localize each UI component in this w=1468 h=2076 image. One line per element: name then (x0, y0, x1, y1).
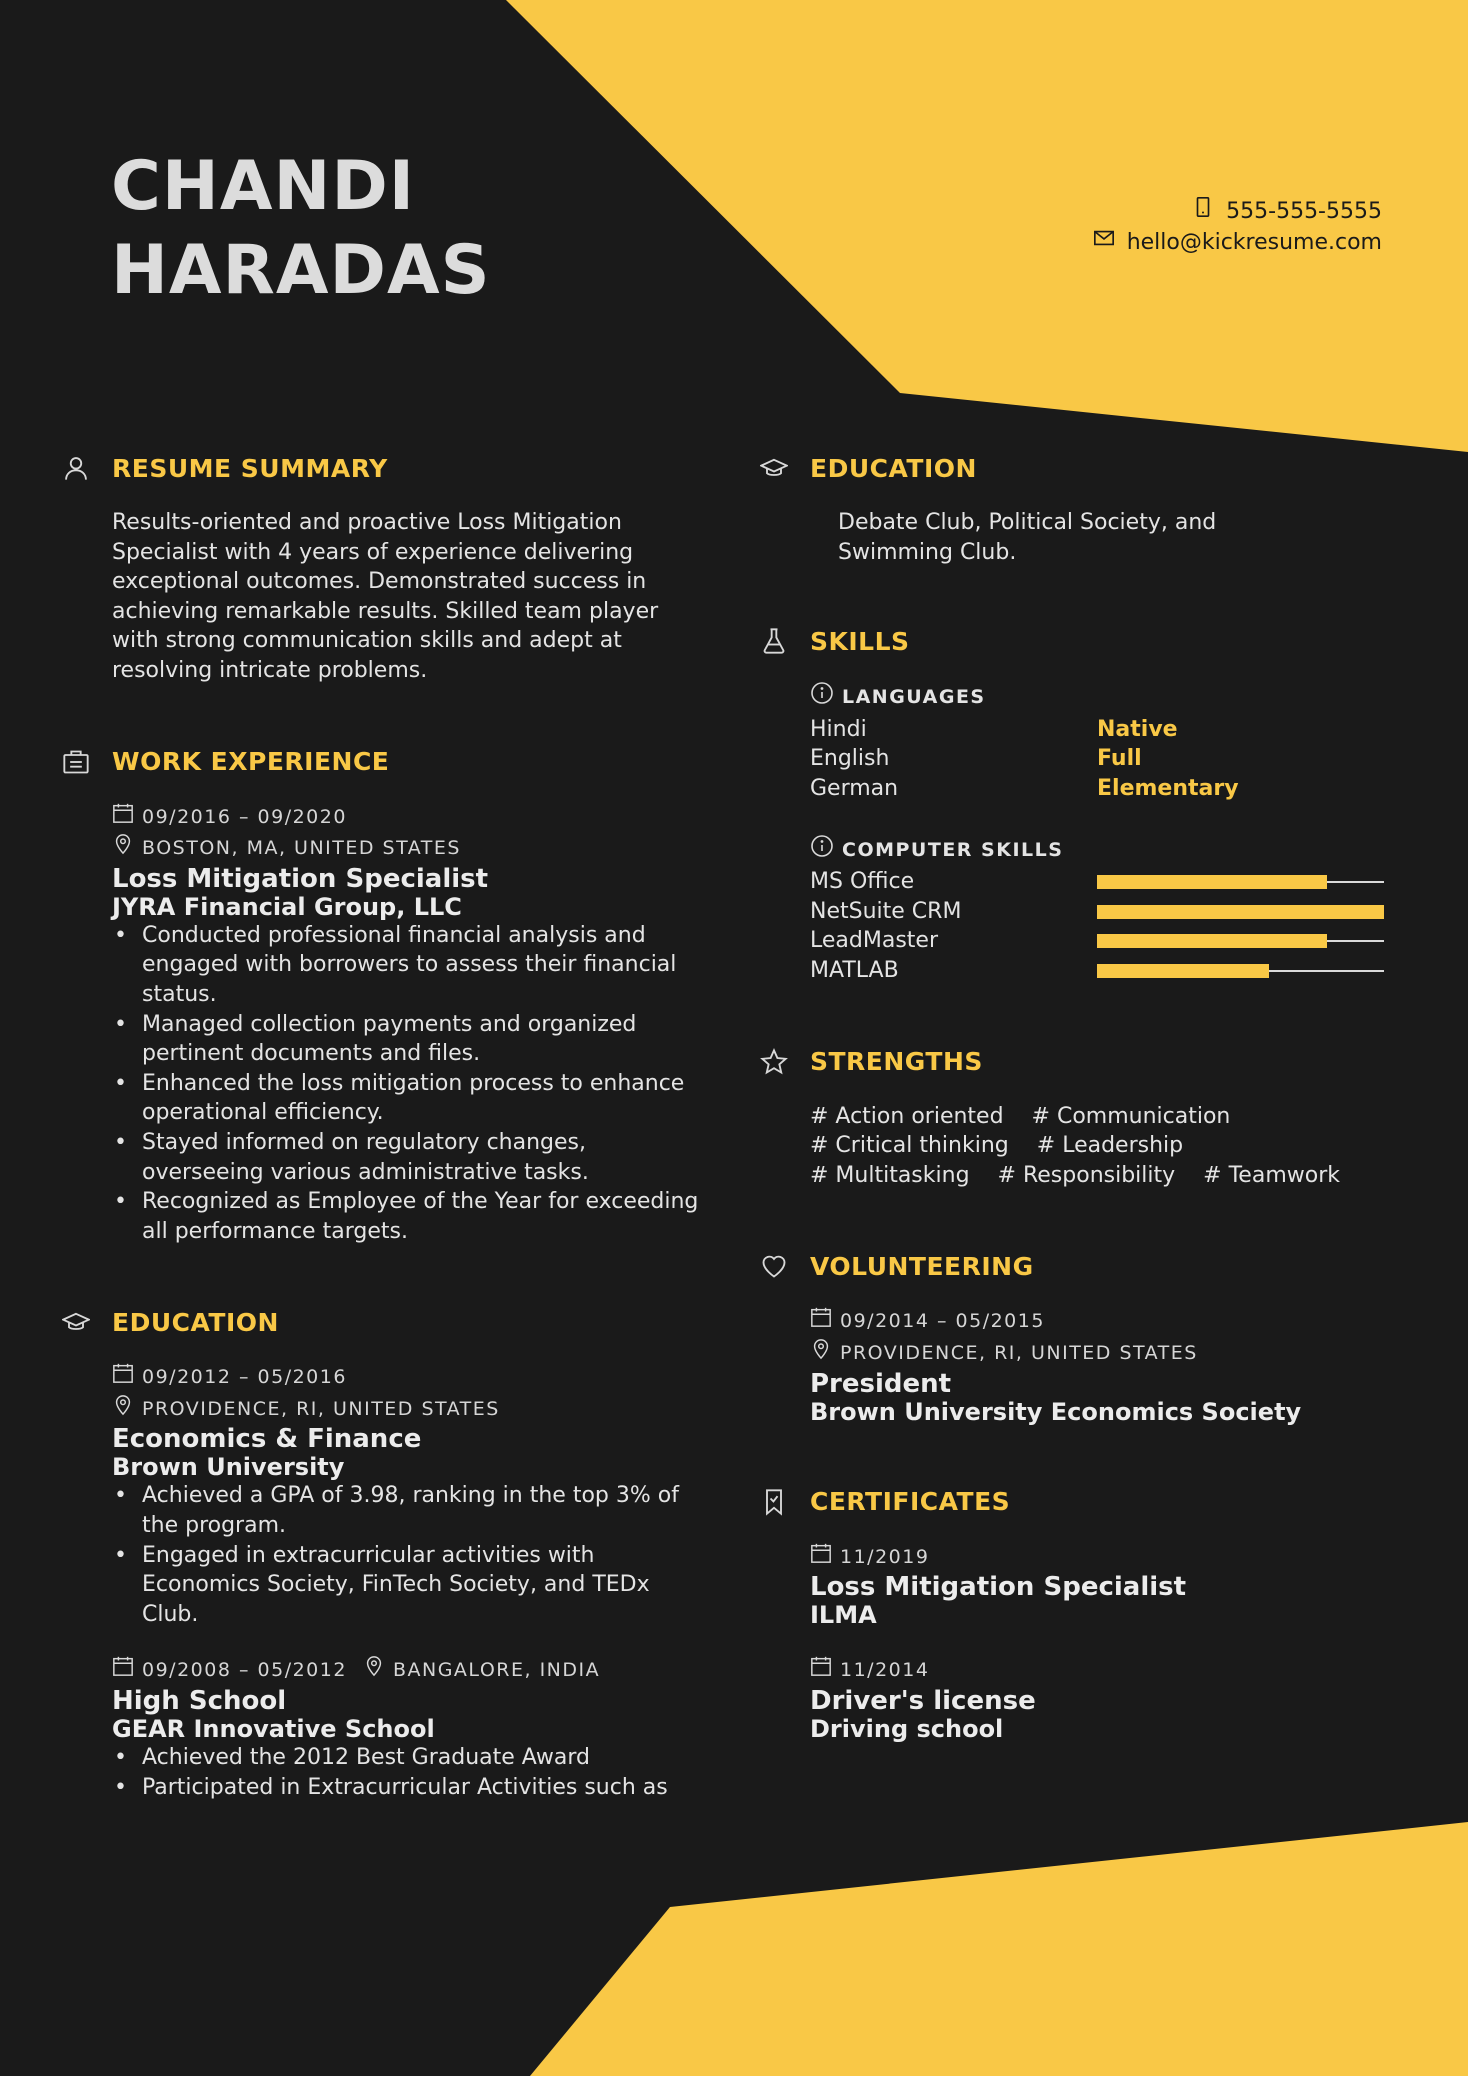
flask-icon (758, 625, 790, 657)
language-row (810, 774, 1398, 804)
work-section (60, 744, 700, 1247)
cert-date-row (810, 1655, 1398, 1687)
summary-title: RESUME SUMMARY (112, 453, 388, 483)
info-icon (810, 681, 842, 715)
location-pin-icon (363, 1655, 393, 1687)
skills-section (758, 623, 1398, 985)
calendar-icon (810, 1655, 840, 1687)
vol-dates-row (810, 1306, 1398, 1338)
summary-section (60, 450, 700, 686)
education-section (60, 1304, 700, 1802)
list-item: • Engaged in extracurricular activities with Economics Society, FinTech Society, and TEDx Club. (142, 1541, 700, 1630)
strength-tag: # Responsibility (997, 1162, 1176, 1188)
edu-dates: 09/2008 – 05/2012 (142, 1659, 347, 1682)
certificate-entry (810, 1542, 1398, 1630)
cert-issuer: Driving school (810, 1714, 1004, 1743)
language-level: Full (1097, 746, 1142, 772)
left-column (60, 450, 700, 1860)
volunteering-title: VOLUNTEERING (810, 1251, 1034, 1281)
calendar-icon (810, 1542, 840, 1574)
graduation-cap-icon (60, 1306, 92, 1338)
skill-name: LeadMaster (810, 928, 938, 954)
phone-icon (1192, 196, 1214, 227)
vol-role: President (810, 1368, 952, 1399)
contact-phone (1093, 196, 1382, 227)
skills-title: SKILLS (810, 626, 910, 656)
strengths-tags (810, 1102, 1398, 1191)
vol-dates: 09/2014 – 05/2015 (840, 1310, 1045, 1333)
name-last: HARADAS (111, 231, 491, 310)
edu-school: GEAR Innovative School (112, 1715, 435, 1744)
email-text[interactable]: hello@kickresume.com (1126, 229, 1382, 255)
computer-skills-label: COMPUTER SKILLS (842, 838, 1064, 861)
list-item: • Conducted professional financial analysis and engaged with borrowers to assess their financial status. (142, 921, 700, 1010)
skill-level-bar (1097, 905, 1384, 919)
strength-tag: # Leadership (1036, 1133, 1184, 1159)
skill-level-bar (1097, 964, 1384, 978)
language-level: Native (1097, 716, 1178, 742)
work-dates-row (112, 802, 700, 834)
calendar-icon (112, 802, 142, 834)
cert-date: 11/2014 (840, 1659, 930, 1682)
list-item: • Achieved the 2012 Best Graduate Award (142, 1743, 700, 1773)
location-pin-icon (112, 833, 142, 865)
certificates-list (810, 1542, 1398, 1743)
edu-school: Brown University (112, 1453, 345, 1482)
certificates-section (758, 1484, 1398, 1743)
skill-row (810, 926, 1398, 956)
heart-icon (758, 1250, 790, 1282)
edu-bullets (112, 1481, 700, 1629)
education-entry (112, 1362, 700, 1629)
skill-row (810, 867, 1398, 897)
location-pin-icon (810, 1338, 840, 1370)
person-icon (60, 452, 92, 484)
summary-text: Results-oriented and proactive Loss Mitigation Specialist with 4 years of experience delivering exceptional outcomes. Demonstrated success in achieving remarkable results. Skilled team player with strong communication skills and adept at resolving intricate problems. (112, 510, 659, 683)
tag-row (810, 1161, 1398, 1191)
cert-date: 11/2019 (840, 1545, 930, 1568)
strengths-section (758, 1044, 1398, 1191)
strength-tag: # Multitasking (810, 1162, 970, 1188)
skill-name: NetSuite CRM (810, 898, 962, 924)
vol-org: Brown University Economics Society (810, 1397, 1302, 1426)
education-continued-section (758, 450, 1398, 567)
location-pin-icon (112, 1394, 142, 1426)
calendar-icon (112, 1655, 142, 1687)
work-company: JYRA Financial Group, LLC (112, 892, 462, 921)
volunteering-entry (810, 1306, 1398, 1425)
list-item: • Enhanced the loss mitigation process to enhance operational efficiency. (142, 1069, 700, 1128)
strength-tag: # Action oriented (810, 1103, 1004, 1129)
language-row (810, 715, 1398, 745)
edu-location: BANGALORE, INDIA (392, 1659, 601, 1682)
info-icon (810, 834, 842, 868)
tag-row (810, 1131, 1398, 1161)
contact-email (1093, 227, 1382, 258)
briefcase-icon (60, 746, 92, 778)
skill-row (810, 897, 1398, 927)
language-name: German (810, 775, 899, 801)
strengths-title: STRENGTHS (810, 1047, 983, 1077)
language-name: English (810, 746, 890, 772)
edu-location-row (112, 1394, 700, 1426)
work-entry (112, 802, 700, 1247)
calendar-icon (112, 1362, 142, 1394)
education-list (112, 1362, 700, 1802)
cert-issuer: ILMA (810, 1601, 877, 1630)
edu-bullets (112, 1743, 700, 1802)
skill-name: MS Office (810, 869, 915, 895)
work-role: Loss Mitigation Specialist (112, 863, 489, 894)
skill-level-bar (1097, 934, 1384, 948)
vol-location-row (810, 1338, 1398, 1370)
language-row (810, 744, 1398, 774)
education-title: EDUCATION (112, 1307, 279, 1337)
strength-tag: # Critical thinking (810, 1133, 1009, 1159)
star-icon (758, 1046, 790, 1078)
name-first: CHANDI (111, 147, 416, 226)
candidate-name (111, 145, 491, 313)
work-title: WORK EXPERIENCE (112, 747, 390, 777)
edu-dates-row (112, 1362, 700, 1394)
list-item: • Managed collection payments and organized pertinent documents and files. (142, 1010, 700, 1069)
list-item: • Achieved a GPA of 3.98, ranking in the top 3% of the program. (142, 1481, 700, 1540)
bookmark-icon (758, 1486, 790, 1518)
mail-icon (1093, 227, 1115, 258)
skills-body (810, 681, 1398, 985)
cert-date-row (810, 1542, 1398, 1574)
skill-name: MATLAB (810, 957, 899, 983)
edu-degree: High School (112, 1686, 287, 1717)
languages-label-row (810, 681, 1398, 715)
volunteering-section (758, 1248, 1398, 1425)
edu-dates-row (112, 1655, 700, 1687)
work-location-row (112, 833, 700, 865)
work-location: BOSTON, MA, UNITED STATES (142, 837, 461, 860)
skill-level-bar (1097, 875, 1384, 889)
edu-dates: 09/2012 – 05/2016 (142, 1366, 347, 1389)
language-name: Hindi (810, 716, 867, 742)
cert-name: Driver's license (810, 1685, 1036, 1716)
strength-tag: # Teamwork (1203, 1162, 1340, 1188)
contact-block (1093, 196, 1382, 258)
education-continued-text: Debate Club, Political Society, and Swimming Club. (838, 510, 1217, 565)
certificate-entry (810, 1655, 1398, 1743)
vol-location: PROVIDENCE, RI, UNITED STATES (840, 1341, 1198, 1364)
computer-skills-label-row (810, 834, 1398, 868)
skill-row (810, 956, 1398, 986)
edu-location: PROVIDENCE, RI, UNITED STATES (142, 1397, 500, 1420)
language-level: Elementary (1097, 775, 1239, 801)
cert-name: Loss Mitigation Specialist (810, 1572, 1187, 1603)
education-entry (112, 1655, 700, 1802)
languages-label: LANGUAGES (842, 686, 986, 709)
certificates-title: CERTIFICATES (810, 1487, 1011, 1516)
education-continued-title: EDUCATION (810, 453, 977, 483)
edu-degree: Economics & Finance (112, 1424, 422, 1455)
strength-tag: # Communication (1031, 1103, 1231, 1129)
phone-text[interactable]: 555-555-5555 (1226, 198, 1382, 224)
work-bullets (112, 921, 700, 1247)
tag-row (810, 1102, 1398, 1132)
work-dates: 09/2016 – 09/2020 (142, 805, 347, 828)
list-item: • Recognized as Employee of the Year for exceeding all performance targets. (142, 1187, 700, 1246)
calendar-icon (810, 1306, 840, 1338)
right-column (758, 450, 1398, 1801)
list-item: • Stayed informed on regulatory changes, overseeing various administrative tasks. (142, 1128, 700, 1187)
list-item: • Participated in Extracurricular Activities such as (142, 1773, 700, 1803)
graduation-cap-icon (758, 452, 790, 484)
